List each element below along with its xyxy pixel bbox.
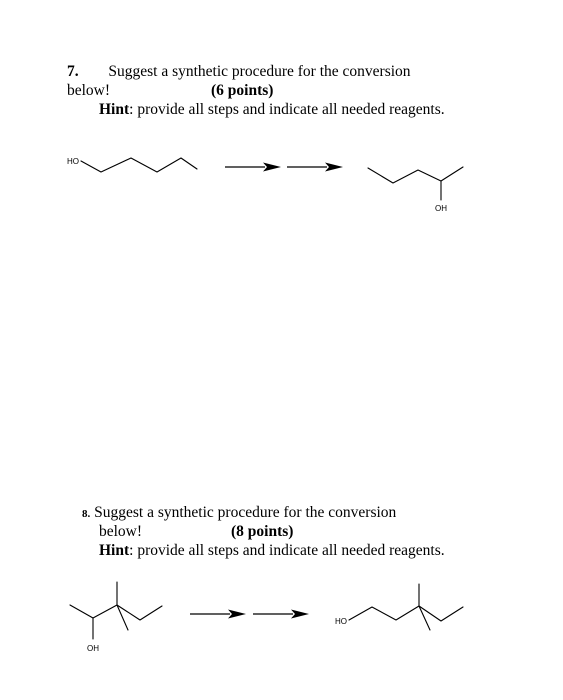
q7-prompt: Suggest a synthetic procedure for the conversion <box>108 63 411 80</box>
q7-number: 7. <box>67 63 79 80</box>
q7-hint-text: : provide all steps and indicate all needed reagents. <box>129 101 445 118</box>
q8-start-chain <box>70 605 162 620</box>
q8-number: 8. <box>82 508 91 520</box>
q8-arrow-1 <box>190 610 246 619</box>
q8-points: (8 points) <box>231 523 294 540</box>
q7-prompt-cont: below! <box>67 82 111 99</box>
q8-product-chain <box>349 606 463 621</box>
q8-hint-label: Hint <box>99 542 130 559</box>
q8-starting-material <box>70 582 162 653</box>
q7-hint-label: Hint <box>99 101 130 118</box>
q8-start-hydroxyl-label: OH <box>87 644 99 653</box>
q7-product-hydroxyl-label: OH <box>435 204 447 213</box>
q8-hint-text: : provide all steps and indicate all needed reagents. <box>129 542 445 559</box>
q8-arrow-2 <box>253 610 309 619</box>
q7-points: (6 points) <box>211 82 274 99</box>
q8-product <box>335 584 463 630</box>
q7-start-hydroxyl-label: HO <box>67 157 79 166</box>
q8-prompt: Suggest a synthetic procedure for the conversion <box>94 504 397 521</box>
q8-prompt-cont: below! <box>99 523 143 540</box>
q8-product-hydroxyl-label: HO <box>335 617 347 626</box>
